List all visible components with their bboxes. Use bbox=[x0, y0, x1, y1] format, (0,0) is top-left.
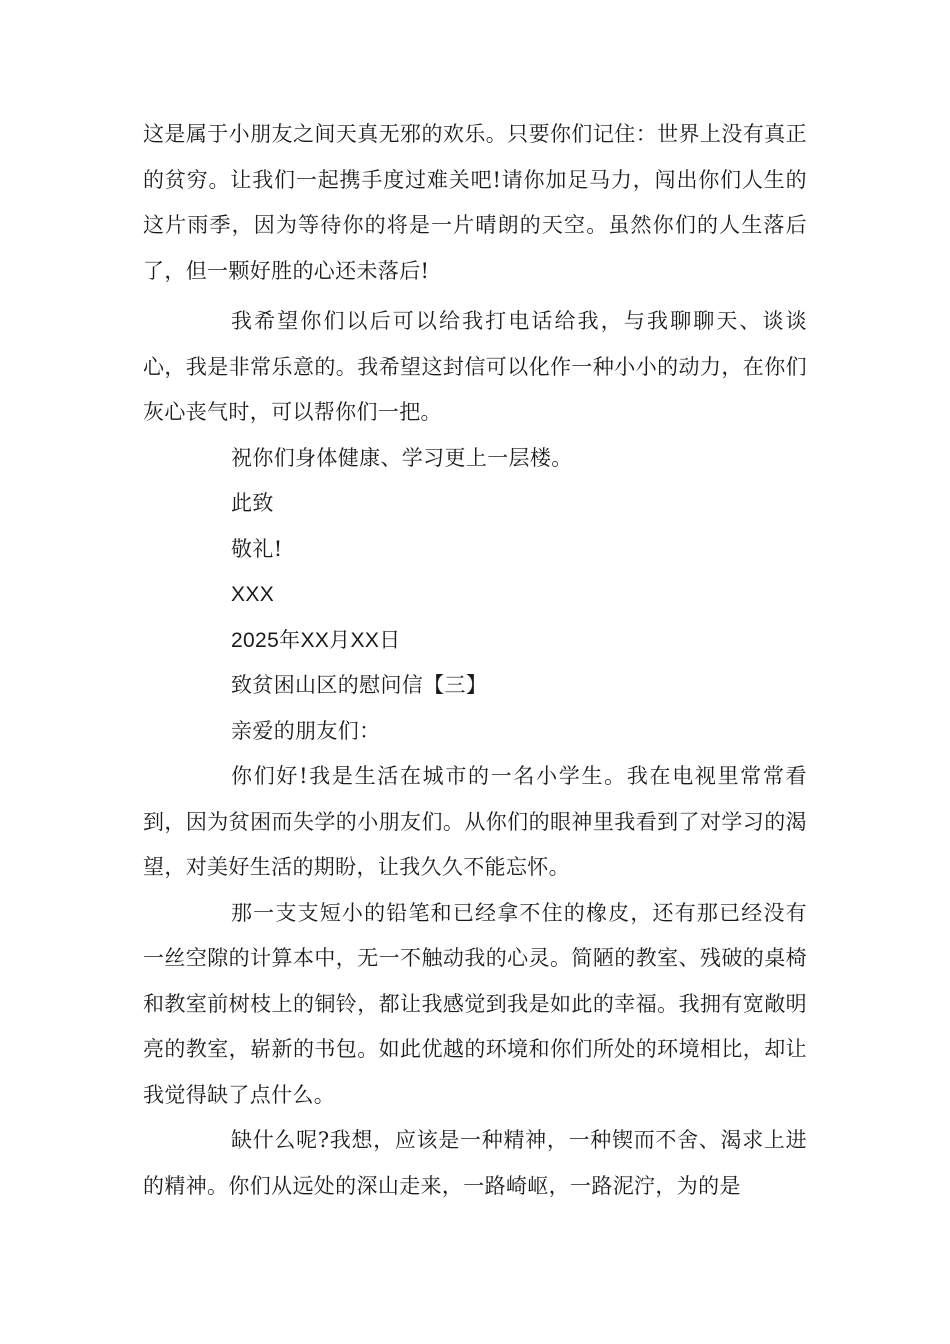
paragraph-phone: 我希望你们以后可以给我打电话给我，与我聊聊天、谈谈心，我是非常乐意的。我希望这封信可以化作一种小小的动力，在你们灰心丧气时，可以帮你们一把。 bbox=[143, 309, 807, 424]
paragraph-spirit: 缺什么呢?我想，应该是一种精神，一种锲而不舍、渴求上进的精神。你们从远处的深山走来，一路崎岖，一路泥泞，为的是 bbox=[143, 1128, 807, 1198]
paragraph-joy: 这是属于小朋友之间天真无邪的欢乐。只要你们记住：世界上没有真正的贫穷。让我们一起携手度过难关吧!请你加足马力，闯出你们人生的这片雨季，因为等待你的将是一片晴朗的天空。虽然你们的人生落后了，但一颗好胜的心还未落后! bbox=[143, 122, 807, 283]
signature-date: 2025年XX月XX日 bbox=[231, 628, 401, 652]
signature-name: XXX bbox=[231, 583, 275, 606]
paragraph-pencils: 那一支支短小的铅笔和已经拿不住的橡皮，还有那已经没有一丝空隙的计算本中，无一不触动我的心灵。简陋的教室、残破的桌椅和教室前树枝上的铜铃，都让我感觉到我是如此的幸福。我拥有宽敞明亮的教室，崭新的书包。如此优越的环境和你们所处的环境相比，却让我觉得缺了点什么。 bbox=[143, 900, 807, 1107]
document-page bbox=[143, 112, 807, 1209]
closing-salutation: 此致 bbox=[231, 491, 274, 515]
paragraph-intro: 你们好!我是生活在城市的一名小学生。我在电视里常常看到，因为贫困而失学的小朋友们。从你们的眼神里我看到了对学习的渴望，对美好生活的期盼，让我久久不能忘怀。 bbox=[143, 764, 807, 879]
closing-respect: 敬礼! bbox=[231, 536, 283, 561]
letter-title: 致贫困山区的慰问信【三】 bbox=[231, 673, 488, 697]
paragraph-wishes: 祝你们身体健康、学习更上一层楼。 bbox=[231, 445, 573, 470]
letter-greeting: 亲爱的朋友们： bbox=[231, 718, 381, 743]
